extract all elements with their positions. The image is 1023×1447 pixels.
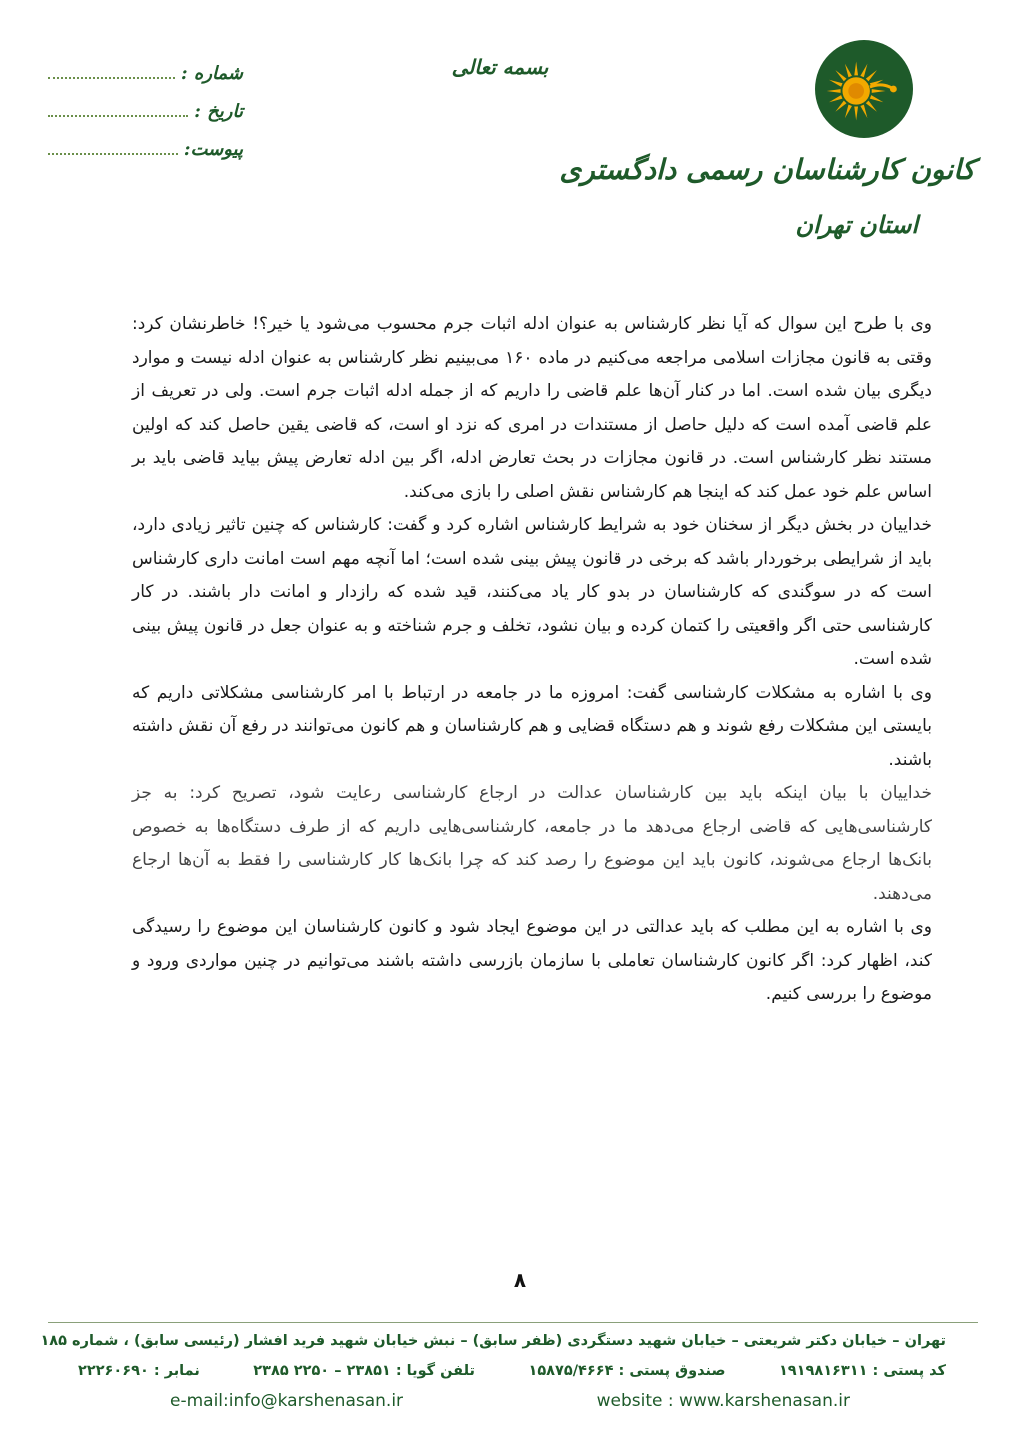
paragraph: وی با اشاره به مشکلات کارشناسی گفت: امروزه ما در جامعه در ارتباط با امر کارشناسی مشکلاتی داریم که بایستی این مشکلات رفع شوند و هم دستگاه قضایی و هم کارشناسان و هم کانون می‌توانند در رفع آن نقش داشته باشند. bbox=[132, 682, 932, 770]
letter-date-label: تاریخ : bbox=[194, 101, 243, 122]
phone-number: تلفن گویا : ۲۳۸۵۱ – ۲۲۵۰ ۲۳۸۵ bbox=[253, 1363, 475, 1379]
paragraph: خداییان در بخش دیگر از سخنان خود به شرایط کارشناس اشاره کرد و گفت: کارشناس که چنین تاثیر زیادی دارد، باید از شرایطی برخوردار باشد که برخی در قانون پیش بینی شده است؛ اما آنچه مهم است امانت داری کارشناس است که در سوگندی که کارشناسان در بدو کار یاد می‌کنند، قید شده که رازدار و امانت دار باشند. در کار کارشناسی حتی اگر واقعیتی را کتمان کرده و بیان نشود، تخلف و جرم شناخته و به عنوان جعل در قانون پیش بینی شده است. bbox=[132, 515, 932, 669]
footer-contacts bbox=[78, 1363, 946, 1379]
letter-body bbox=[132, 308, 932, 1012]
dotted-line bbox=[48, 153, 178, 155]
paragraph: وی با اشاره به این مطلب که باید عدالتی در این موضوع ایجاد شود و کانون کارشناسان این موضوع را رسیدگی کند، اظهار کرد: اگر کانون کارشناسان تعاملی با سازمان بازرسی داشته باشند می‌توانیم در چنین مواردی ورود و موضوع را بررسی کنیم. bbox=[132, 917, 932, 1004]
website-link[interactable]: website : www.karshenasan.ir bbox=[596, 1391, 850, 1411]
dotted-line bbox=[48, 77, 175, 79]
postal-code: کد پستی : ۱۹۱۹۸۱۶۳۱۱ bbox=[778, 1363, 946, 1379]
page-number: ۸ bbox=[513, 1268, 527, 1292]
letter-attachment-field bbox=[48, 134, 243, 160]
footer-web bbox=[170, 1391, 850, 1411]
letter-number-label: شماره : bbox=[180, 63, 243, 84]
po-box: صندوق پستی : ۱۵۸۷۵/۴۶۶۴ bbox=[528, 1363, 726, 1379]
basmala: بسمه تعالی bbox=[451, 55, 549, 79]
organization-name: کانون کارشناسان رسمی دادگستری bbox=[559, 153, 975, 186]
letter-attachment-label: پیوست: bbox=[183, 139, 243, 160]
paragraph: خداییان با بیان اینکه باید بین کارشناسان عدالت در ارجاع کارشناسی رعایت شود، تصریح کرد: به جز کارشناسی‌هایی که قاضی ارجاع می‌دهد ما در جامعه، کارشناسی‌هایی داریم که از طرف دستگاه‌ها به خصوص بانک‌ها ارجاع می‌شوند، کانون باید این موضوع را رصد کند که چرا بانک‌ها کار کارشناسی را فقط به آن‌ها ارجاع می‌دهند. bbox=[132, 783, 932, 904]
letter-number-field bbox=[48, 58, 243, 84]
footer-divider bbox=[48, 1322, 978, 1323]
paragraph: وی با طرح این سوال که آیا نظر کارشناس به عنوان ادله اثبات جرم محسوب می‌شود یا خیر؟! خاطرنشان کرد: وقتی به قانون مجازات اسلامی مراجعه می‌کنیم در ماده ۱۶۰ می‌بینیم نظر کارشناس به عنوان ادله نیست و موارد دیگری بیان شده است. اما در کنار آن‌ها علم قاضی را داریم که از جمله ادله اثبات جرم است. ولی در تعریف از علم قاضی آمده است که دلیل حاصل از مستندات در امری که نزد او است، که قاضی یقین حاصل کند که اولین مستند نظر کارشناس است. در قانون مجازات در بحث تعارض ادله، اگر بین ادله تعارض پیش بیاید قاضی باید بر اساس علم خود عمل کند که اینجا هم کارشناس نقش اصلی را بازی می‌کند. bbox=[132, 314, 932, 502]
email-link[interactable]: e-mail:info@karshenasan.ir bbox=[170, 1391, 404, 1411]
organization-province: استان تهران bbox=[795, 210, 918, 239]
dotted-line bbox=[48, 115, 188, 117]
letter-date-field bbox=[48, 96, 243, 122]
organization-logo bbox=[815, 40, 913, 138]
fax-number: نمابر : ۲۲۲۶۰۶۹۰ bbox=[78, 1363, 200, 1379]
footer-address: تهران – خیابان دکتر شریعتی – خیابان شهید دستگردی (ظفر سابق) – نبش خیابان شهید فرید افشار (رئیسی سابق) ، شماره ۱۸۵ bbox=[40, 1333, 946, 1349]
